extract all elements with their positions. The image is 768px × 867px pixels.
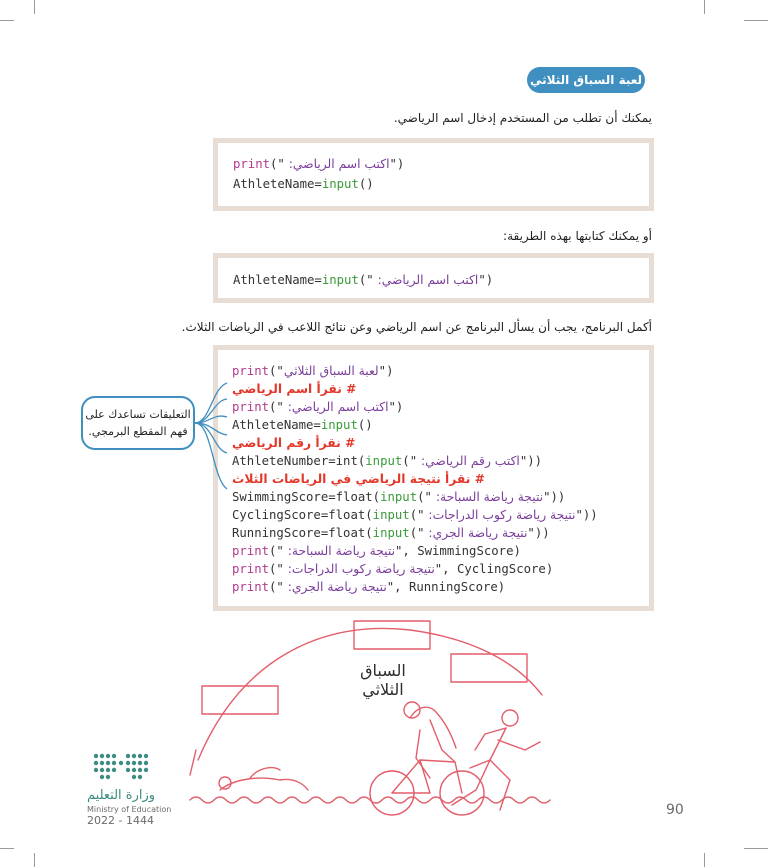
code-comment: # نقرأ نتيجة الرياضي في الرياضات الثلاث xyxy=(232,472,485,486)
ministry-logo-icon xyxy=(92,752,150,782)
code-line: CyclingScore=float(input("نتيجة رياضة ركوب الدراجات: ")) xyxy=(232,508,598,522)
ministry-name-arabic: وزارة التعليم xyxy=(87,788,156,803)
comments-callout xyxy=(81,396,195,450)
code-line: RunningScore=float(input("نتيجة رياضة الجري: ")) xyxy=(232,526,550,540)
complete-paragraph: أكمل البرنامج، يجب أن يسأل البرنامج عن اسم الرياضي وعن نتائج اللاعب في الرياضات الثلاث. xyxy=(181,320,652,334)
code-line: print("اكتب اسم الرياضي: ") xyxy=(232,400,404,414)
callout-line: فهم المقطع البرمجي. xyxy=(88,425,188,438)
intro-paragraph: يمكنك أن تطلب من المستخدم إدخال اسم الرياضي. xyxy=(393,111,652,125)
code-line: AthleteNumber=int(input("اكتب رقم الرياضي: ")) xyxy=(232,454,543,468)
code-line: print("اكتب اسم الرياضي: ") xyxy=(233,157,405,171)
blank-box xyxy=(202,686,278,714)
code-comment: # نقرأ رقم الرياضي xyxy=(232,436,356,450)
code-line: AthleteName=input("اكتب اسم الرياضي: ") xyxy=(233,273,494,287)
code-line: SwimmingScore=float(input("نتيجة رياضة السباحة: ")) xyxy=(232,490,566,504)
code-line: AthleteName=input() xyxy=(232,418,373,432)
section-title: لعبة السباق الثلاثي xyxy=(527,67,645,93)
code-line: AthleteName=input() xyxy=(233,177,374,191)
code-comment: # نقرأ اسم الرياضي xyxy=(232,382,357,396)
code-line: print("نتيجة رياضة الجري: ", RunningScore) xyxy=(232,580,506,594)
blank-box xyxy=(354,621,430,649)
blank-box xyxy=(451,654,527,682)
code-line: print("نتيجة رياضة السباحة: ", SwimmingScore) xyxy=(232,544,521,558)
alt-paragraph: أو يمكنك كتابتها بهذه الطريقة: xyxy=(503,229,652,243)
ministry-year: 2022 - 1444 xyxy=(87,814,154,827)
triathlon-illustration xyxy=(180,600,560,825)
page-number: 90 xyxy=(666,802,684,818)
scene-title: السباق الثلاثي xyxy=(360,661,406,699)
callout-line: التعليقات تساعدك على xyxy=(85,408,191,421)
code-line: print("لعبة السباق الثلاثي") xyxy=(232,364,394,378)
ministry-name-english: Ministry of Education xyxy=(87,805,172,814)
code-line: print("نتيجة رياضة ركوب الدراجات: ", CyclingScore) xyxy=(232,562,554,576)
